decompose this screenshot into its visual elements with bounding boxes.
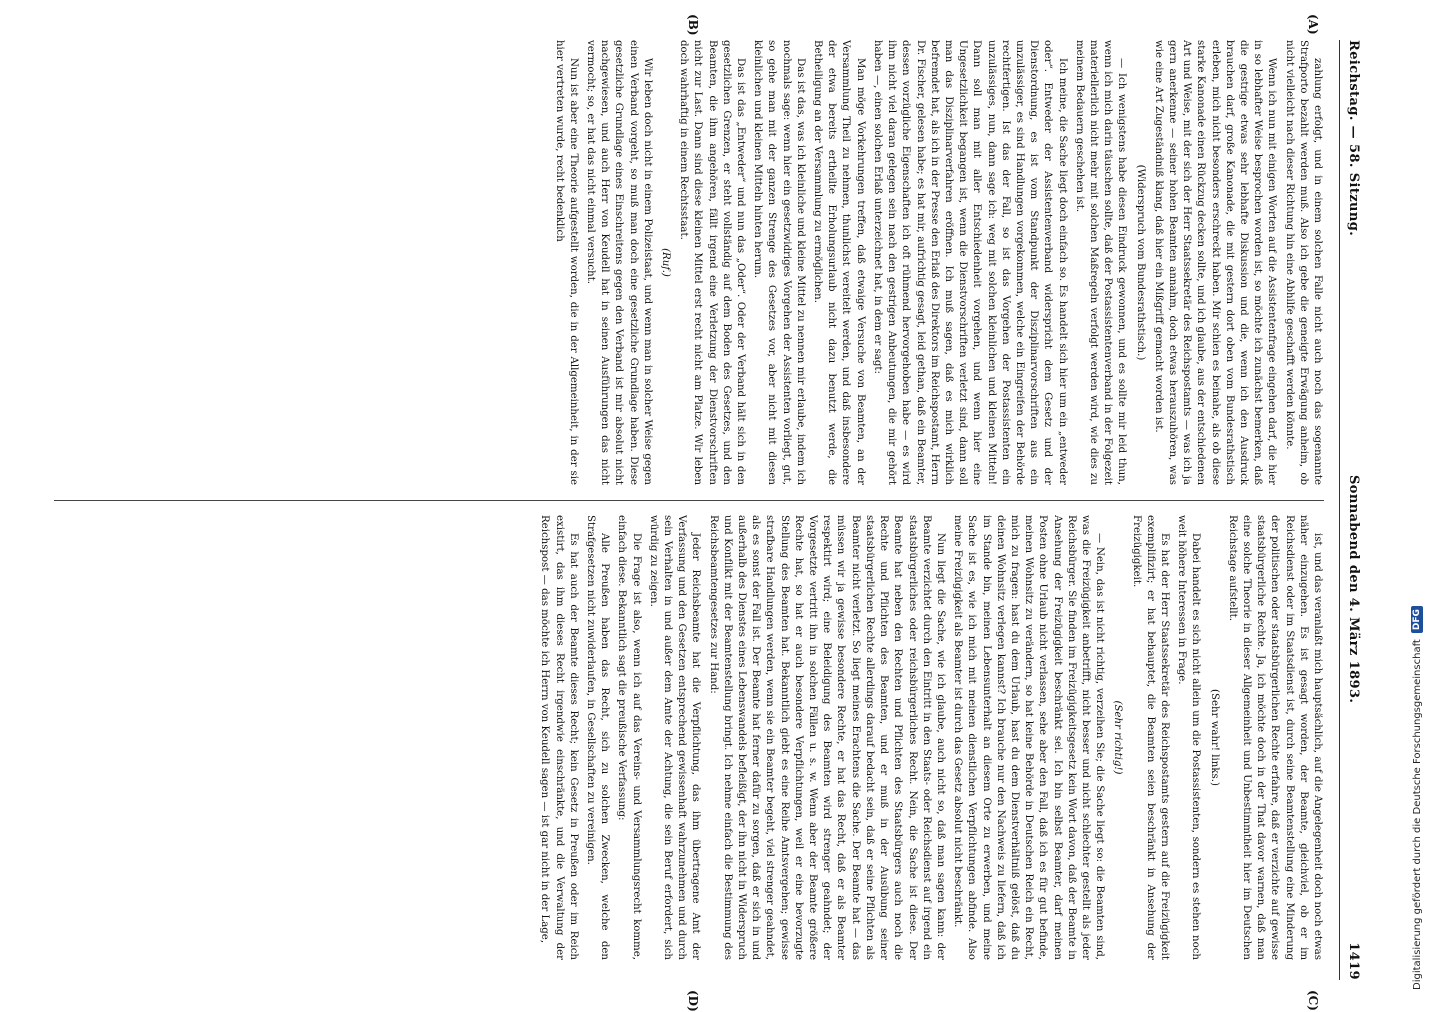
footer-text: Digitalisierung gefördert durch die Deutsche Forschungsgemeinschaft xyxy=(1411,639,1423,990)
margin-marker-b: (B) xyxy=(686,14,700,36)
paragraph: ist, und das veranlaßt mich hauptsächlich, auf die Angelegenheit doch noch etwas näher einzugehen. Es ist gesagt worden, der Beamte, gleichviel, ob er im Reichsdienst oder im Staatsdienst ist, durch seine Beamtenstellung eine Minderung der politischen oder staatsbürgerlichen Rechte erfahre, daß er verzichte auf gewisse staatsbürgerliche Rechte. Ja, ich möchte doch in der That davor warnen, daß man eine solche Theorie in dieser Allgemeinheit und Unbestimmtheit hier im Deutschen Reichstage aufstellt. xyxy=(1226,515,1323,960)
paragraph: Die Frage ist also, wenn ich auf das Vereins- und Versammlungsrecht komme, einfach diese. Bekanntlich sagt die preußische Verfassung: xyxy=(616,515,642,960)
paragraph: Ich meine, die Sache liegt doch einfach so. Es handelt sich hier um ein „entweder oder“. Entweder der Assistentenverband widerspricht dem Gesetz und der Dienstordnung, es ist vom Standpunkt der Disziplinarvorschriften aus ein unzulässiger, es sind Handlungen vorgekommen, welche ein Eingreifen der Behörde rechtfertigen. Ist das der Fall, so ist das Vorgehen der Postassistenten ein unzulässiges, nun, dann sage ich: weg mit solchen kleinlichen und kleinen Mitteln! Dann soll man mit aller Entschiedenheit vorgehen, und wenn hier eine Ungesetzlichkeit begangen ist, wenn die Dienstvorschriften verletzt sind, dann soll man das Disziplinarverfahren eröffnen. Ich muß sagen, daß es mich wirklich befremdet hat, als ich in der Presse den Erlaß des Direktors im Reichspostamt, Herrn Dr. Fischer, gelesen habe; es hat mir, aufrichtig gesagt, leid gethan, daß ein Beamter, dessen vorzügliche Eigenschaften ich oft rühmend hervorgehoben habe — es wird ihm nicht viel daran gelegen sein nach den gestrigen Anbeutungen, die mir gehört haben —, einen solchen Erlaß unterzeichnet hat, in dem er sagt: xyxy=(871,40,1068,485)
paragraph: Dabei handelt es sich nicht allein um die Postassistenten, sondern es stehen noch weit höhere Interessen in Frage. xyxy=(1176,515,1202,960)
header-rule xyxy=(1339,40,1340,980)
margin-marker-c: (C) xyxy=(1306,990,1320,1011)
paragraph: Nun ist aber eine Theorie aufgestellt worden, die in der Allgemeinheit, in der sie hier vertreten wurde, recht bedenklich xyxy=(553,40,579,485)
paragraph: Jeder Reichsbeamte hat die Verpflichtung, das ihm übertragene Amt der Verfassung und den Gesetzen entsprechend gewissenhaft wahrzunehmen und durch sein Verhalten in und außer dem Amte der Achtung, die sein Beruf erfordert, sich würdig zu zeigen. xyxy=(647,515,702,960)
left-column xyxy=(54,40,1324,485)
interjection: (Widerspruch vom Bundesrathstisch.) xyxy=(1134,164,1146,361)
margin-marker-a: (A) xyxy=(1306,14,1320,35)
paragraph: zahlung erfolgt, und in einem solchen Falle nicht auch noch das sogenannte Strafporto bezahlt werden muß. Also ich gebe die geneigte Erwägung anheim, ob nicht vielleicht nach dieser Richtung hin eine Abhilfe geschafft werden könnte. xyxy=(1283,40,1323,485)
paragraph: — Nein, das ist nicht richtig, verzeihen Sie; die Sache liegt so: die Beamten sind, was die Freizügigkeit anbetrifft, nicht besser und nicht schlechter gestellt als jeder Reichsbürger. Sie finden im Freizügigkeitsgesetz kein Wort davon, daß der Beamte in Ansehung der Freizügigkeit beschränkt sei. Ich bin selbst Beamter, darf meinen Posten ohne Urlaub nicht verlassen, sehe aber den Fall, daß ich es für gut befinde, meinen Wohnsitz zu verändern, so hat keine Behörde in Deutschen Reich ein Recht, mich zu fragen: hast du dem Urlaub, hast du dem Dienstverhältniß gelöst, daß du deinen Wohnsitz verlegen kannst? Ich brauche nur den Nachweis zu liefern, daß ich im Stande bin, meinen Lebensunterhalt an diesem Orte zu erwerben, und meine Sache ist es, wie ich mich mit meinen dienstlichen Verpflichtungen abfinde. Also meine Freizügigkeit als Beamter ist durch das Gesetz absolut nicht beschränkt. xyxy=(952,515,1106,960)
paragraph: Wenn ich nun mit einigen Worten auf die Assistentenfrage eingehen darf, die hier in so lebhafter Weise besprochen worden ist, so möchte ich zunächst bemerken, daß die gestrige etwas sehr lebhafte Diskussion und die, wenn ich den Ausdruck brauchen darf, große Kanonade, die mit gestern dort oben vom Bundesrathstisch erleben, mich nicht besonders erschreckt haben. Mir schien es beinahe, als ob diese starke Kanonade einen Rückzug decken sollte, und ich glaube, aus der entschiedenen Art und Weise, mit der sich der Herr Staatssekretär des Reichspostamts — was ich ja gern anerkenne — seiner hohen Beamten annahm, doch etwas herauszuhören, was wie eine Art Zugeständniß klang, daß hier ein Mißgriff gemacht worden ist. xyxy=(1152,40,1278,485)
page-header xyxy=(1344,40,1364,980)
paragraph: Es hat auch der Beamte dieses Recht; kein Gesetz in Preußen oder im Reich existirt, das ihm dieses Recht irgendwie einschränkte, und die Verwaltung der Reichspost — das möchte ich Herrn von Keudell sagen — ist gar nicht in der Lage, xyxy=(539,515,579,960)
interjection: (Ruf.) xyxy=(660,248,672,277)
header-date: Sonnabend den 4. März 1893. xyxy=(1346,475,1362,704)
interjection: (Sehr richtig!) xyxy=(1112,700,1124,775)
paragraph: Nun liegt die Sache, wie ich glaube, auch nicht so, daß man sagen kann: der Beamte verzichtet durch den Eintritt in den Staats- oder Reichsdienst auf irgend ein staatsbürgerliches oder reichsbürgerliches Recht. Nein, die Sache ist diese. Der Beamte hat neben den Rechten und Pflichten des Staatsbürgers auch noch die Rechte und Pflichten des Beamten, und er muß in der Ausübung seiner staatsbürgerlichen Rechte allerdings darauf bedacht sein, daß er seine Pflichten als Beamter nicht verletzt. So liegt meines Erachtens die Sache. Der Beamte hat — das müssen wir ja gewisse besondere Rechte, er hat das Recht, daß er als Beamter respektirt wird; eine Beleidigung des Beamten wird strenger geahndet; der Vorgesetzte vertritt ihn in solchen Fällen u. s. w. Wenn aber der Beamte größere Rechte hat, so hat er auch besondere Verpflichtungen, weil er eine bevorzugte Stellung des Beamten hat. Bekanntlich giebt es eine Reihe Amtsvergehen; gewisse strafbare Handlungen werden, wenn sie ein Beamter begeht, viel strenger geahndet, als es sonst der Fall ist. Der Beamte hat ferner dafür zu sorgen, daß er sich in und außerhalb des Dienstes eines Lebenswandels befleißigt, der ihn nicht in Widerspruch und Konflikt mit der Beamtenstellung bringt. Ich nehme einfach die Bestimmung des Reichsbeamtengesetzes zur Hand: xyxy=(707,515,946,960)
right-column xyxy=(54,515,1324,960)
digitization-footer xyxy=(1411,606,1423,990)
paragraph: Alle Preußen haben das Recht, sich zu solchen Zwecken, welche den Strafgesetzen nicht zuwiderlaufen, in Gesellschaften zu vereinigen. xyxy=(585,515,611,960)
paragraph: — Ich wenigstens habe diesen Eindruck gewonnen, und es sollte mir leid thun, wenn ich mich darin täuschen sollte, daß der Postassistentenverband in der Folgezeit materiellerlich nicht mehr mit solchen Maßregeln verfolgt werden wird, wie dies zu meinem Bedauern geschehen ist. xyxy=(1073,40,1128,485)
paragraph: Das ist das „Entweder“ und nun das „Oder“. Oder der Verband hält sich in den gesetzlichen Grenzen, er steht vollständig auf dem Boden des Gesetzes, und den Beamten, die ihm angehören, fällt irgend eine Verletzung der Dienstvorschriften nicht zur Last. Dann sind diese kleinen Mittel erst recht nicht am Platze. Wir leben doch wahrhaftig in einem Rechtsstaat. xyxy=(678,40,747,485)
margin-marker-d: (D) xyxy=(686,990,700,1012)
dfg-logo: DFG xyxy=(1411,606,1423,633)
column-divider xyxy=(54,500,1324,501)
header-left: Reichstag. — 58. Sitzung. xyxy=(1346,40,1362,237)
interjection: (Sehr wahr! links.) xyxy=(1208,689,1220,786)
paragraph: Wir leben doch nicht in einem Polizeistaat, und wenn man in solcher Weise gegen einen Verband vorgeht, so muß man doch eine gesetzliche Grundlage haben. Diese gesetzliche Grundlage eines Einschreitens gegen den Verband ist mir absolut nicht nachgewiesen, und auch Herr von Keudell hat in seinen Ausführungen das nicht vermocht; so, er hat das nicht einmal versucht. xyxy=(585,40,653,485)
paragraph: Man möge Vorkehrungen treffen, daß etwaige Versuche von Beamten, an der Versammlung Theil zu nehmen, thunlichst vereitelt werden, und daß insbesondere der etwa bereits ertheilte Erholungsurlaub nicht dazu benutzt werde, die Betheiligung an der Versammlung zu ermöglichen. xyxy=(812,40,866,485)
paragraph: Das ist das, was ich kleinliche und kleine Mittel zu nennen mir erlaube, indem ich nochmals sage: wenn hier ein gesetzwidriges Vorgehen der Assistenten vorliegt, gut, so gehe man mit der ganzen Strenge des Gesetzes vor, aber nicht mit diesen kleinlichen und kleinen Mitteln hinten herum. xyxy=(752,40,806,485)
page-number: 1419 xyxy=(1346,942,1362,980)
paragraph: Es hat der Herr Staatssekretär des Reichspostamts gestern auf die Freizügigkeit exemplifizirt; er hat behauptet, die Beamten seien beschränkt in Ansehung der Freizügigkeit. xyxy=(1130,515,1170,960)
